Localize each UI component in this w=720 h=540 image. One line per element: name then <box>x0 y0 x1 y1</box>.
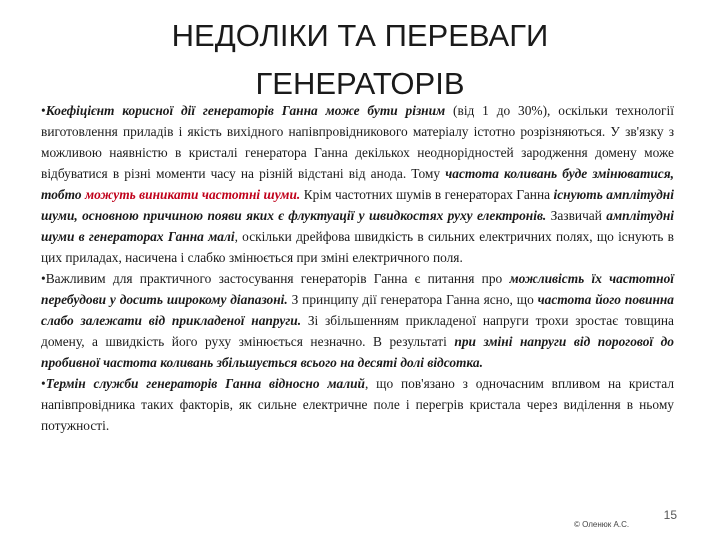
paragraph-tuning <box>41 268 674 373</box>
text-run: можуть виникати частотні шуми. <box>84 187 301 202</box>
text-run: існують амплітудні шуми, основною причиною появи яких є флуктуації у швидкостях руху електронів. <box>41 187 674 223</box>
page-number: 15 <box>663 508 677 522</box>
copyright-note: © Оленюк А.С. <box>574 520 630 529</box>
paragraph-efficiency <box>41 100 674 268</box>
text-run: можливість їх частотної перебудови у досить широкому діапазоні. <box>41 271 674 307</box>
text-run: Зі збільшенням прикладеної напруги трохи зростає товщина домену, а швидкість його руху змінюється незначно. В результаті <box>41 313 674 349</box>
title-line-2: ГЕНЕРАТОРІВ <box>255 66 465 101</box>
text-run: Коефіцієнт корисної дії генераторів Ганна може бути різним <box>45 103 446 118</box>
title-line-1: НЕДОЛІКИ ТА ПЕРЕВАГИ <box>171 18 549 53</box>
text-run: Зазвичай <box>546 208 607 223</box>
text-run: , що пов'язано з одночасним впливом на кристал напівпровідника таких факторів, як сильне електричне поле і перегрів кристала через виділення в ньому потужності. <box>41 376 674 433</box>
text-run: , оскільки дрейфова швидкість в сильних електричних полях, що існують в цих приладах, насичена і слабко змінюється при зміні електричного поля. <box>41 229 674 265</box>
paragraph-lifetime <box>41 373 674 436</box>
text-run: Термін служби генераторів Ганна відносно малий <box>45 376 365 391</box>
bullet-mark: • <box>41 271 46 286</box>
text-run: З принципу дії генератора Ганна ясно, що <box>287 292 538 307</box>
bullet-mark: • <box>41 103 46 118</box>
text-run: частота коливань буде змінюватися, тобто <box>41 166 674 202</box>
text-run: частота його повинна слабо залежати від прикладеної напруги. <box>41 292 675 328</box>
bullet-mark: • <box>41 376 46 391</box>
text-run: (від 1 до 30%), оскільки технології виготовлення приладів і якість вихідного напівпровідникового матеріалу істотно розрізняються. У зв'язку з можливою наявністю в кристалі генератора Ганна декількох неоднорідностей зародження домену може відбуватися в різні моменти часу на різній відстані від анода. Тому <box>41 103 674 181</box>
text-run: при зміні напруги від порогової до пробивної частота коливань збільшується всього на десяті долі відсотка. <box>41 334 675 370</box>
slide-title <box>40 12 680 108</box>
text-run: амплітудні шуми в генераторах Ганна малі <box>41 208 674 244</box>
slide-body <box>41 100 674 436</box>
text-run: Крім частотних шумів в генераторах Ганна <box>300 187 554 202</box>
text-run: Важливим для практичного застосування генераторів Ганна є питання про <box>45 271 510 286</box>
